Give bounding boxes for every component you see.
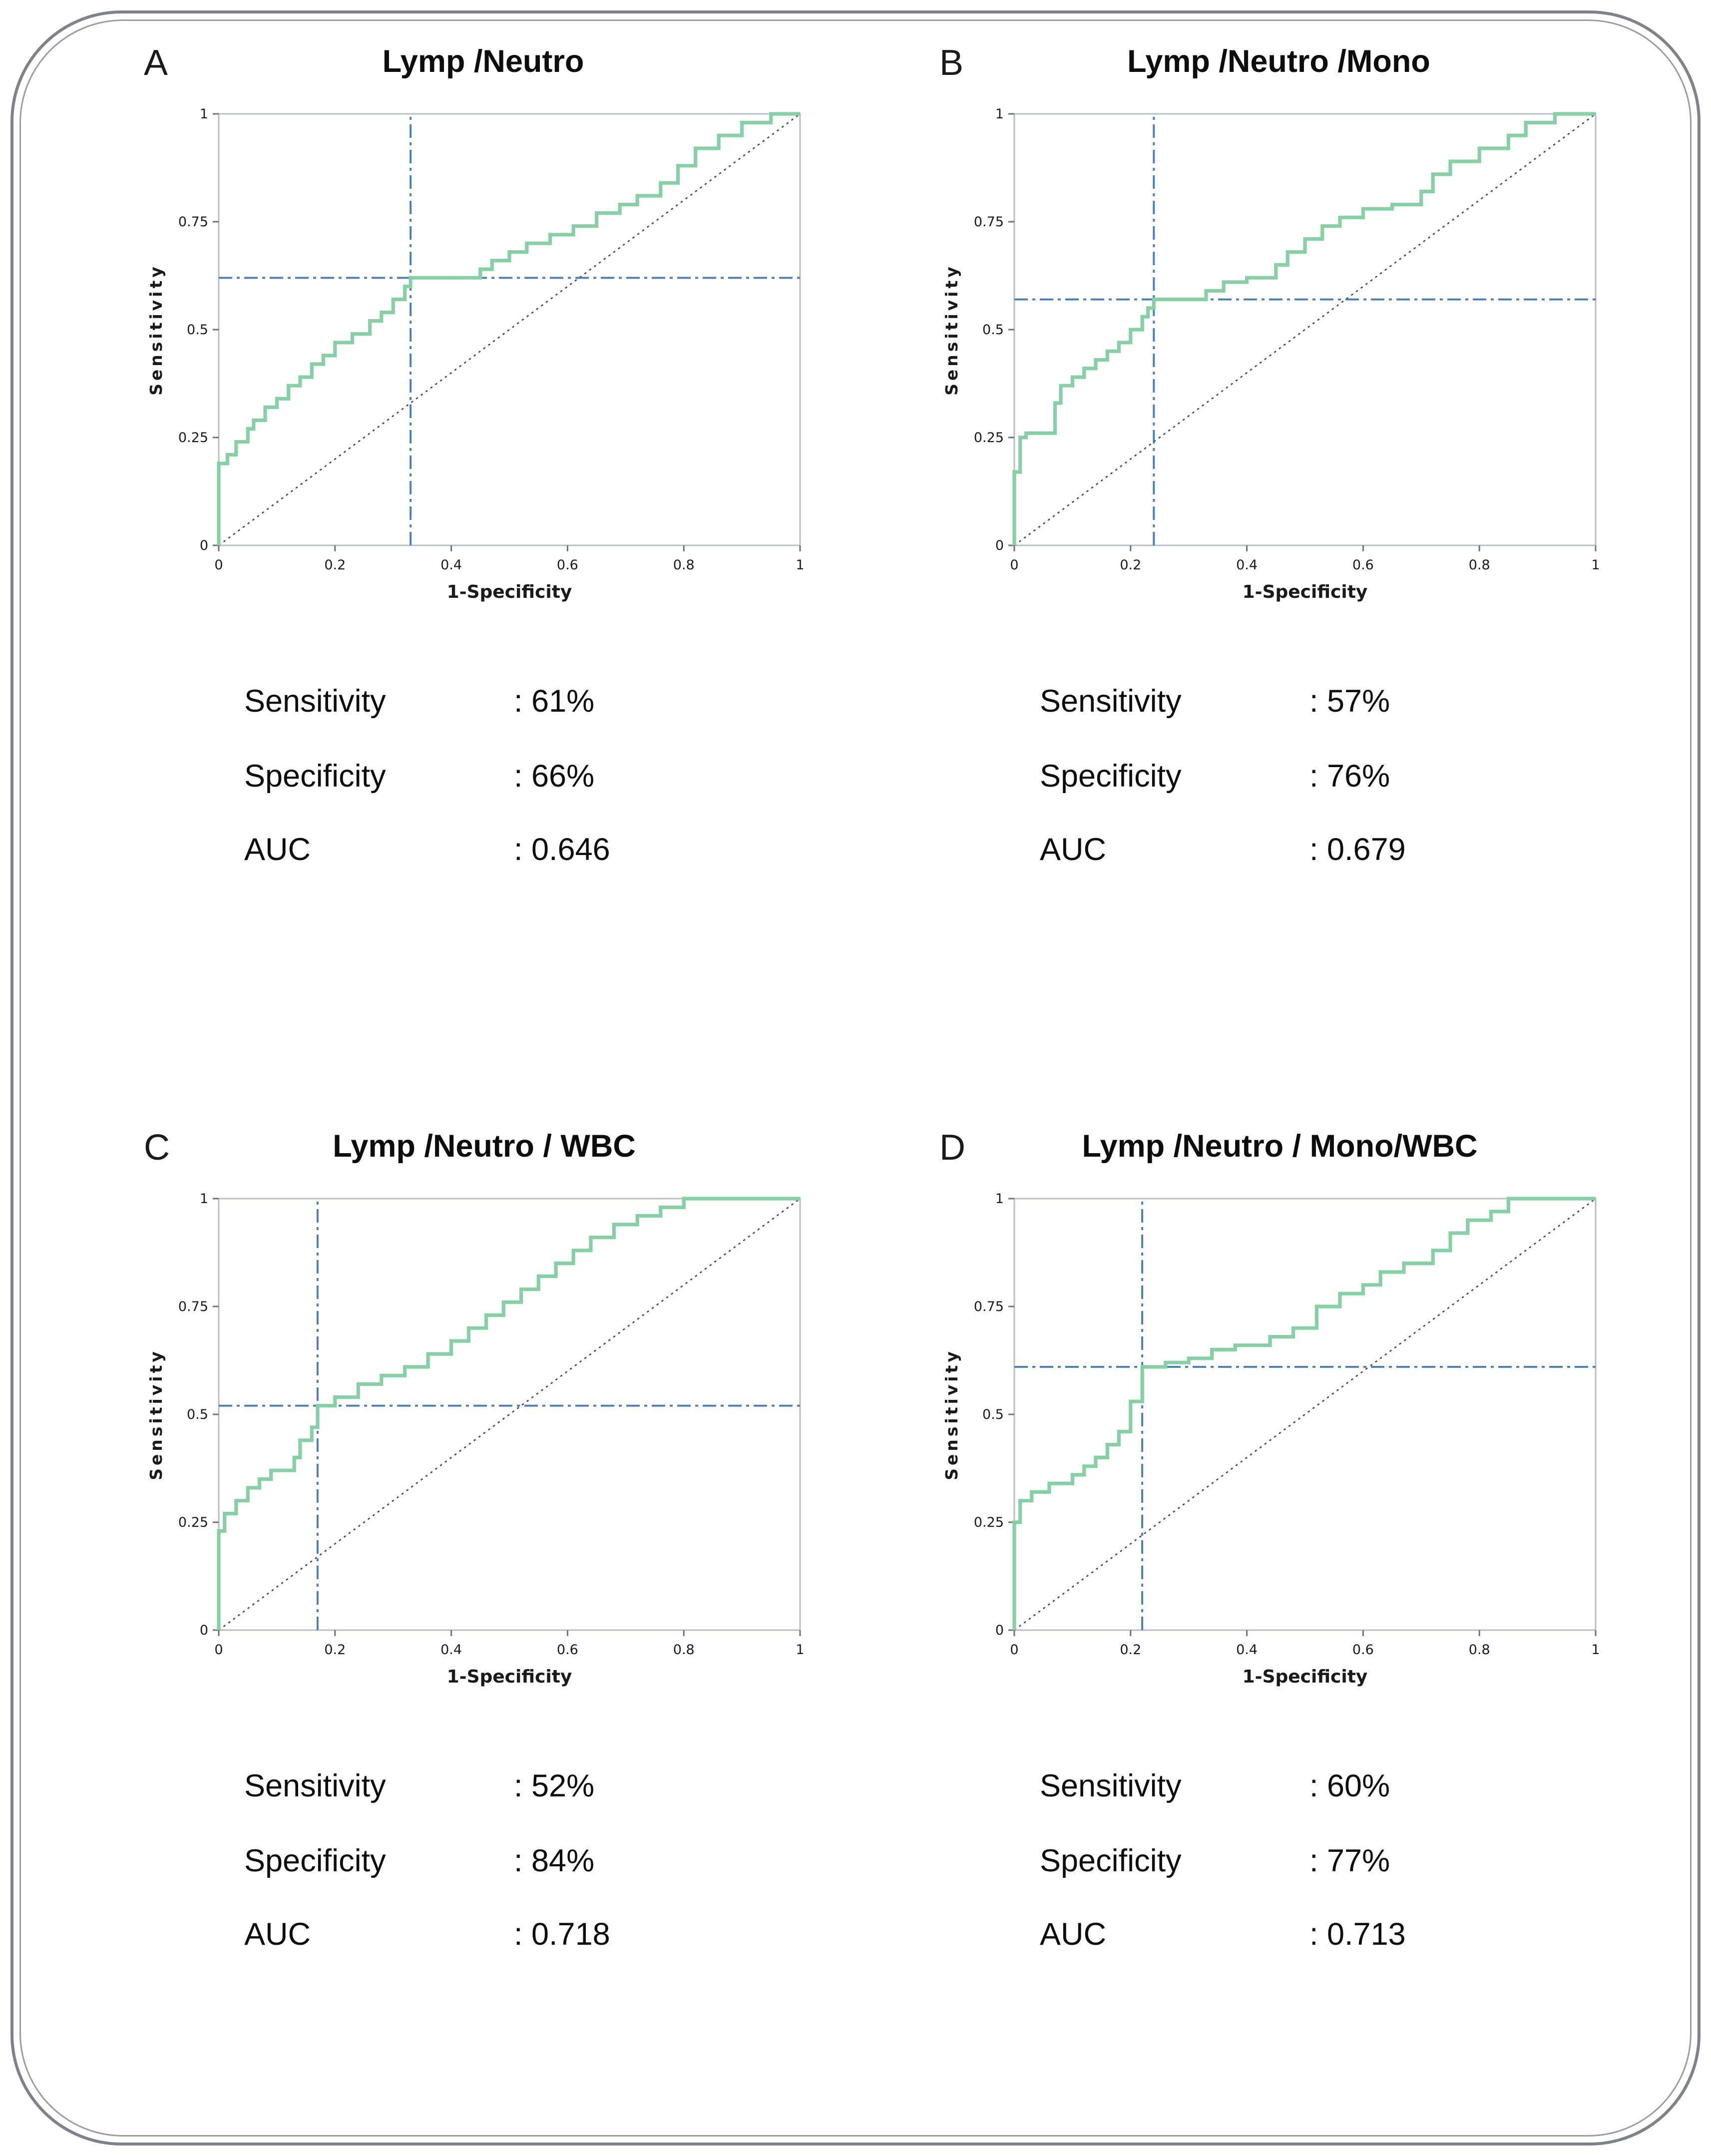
stat-row	[244, 1916, 858, 1954]
stat-value: : 84%	[514, 1843, 595, 1878]
panel-letter: A	[144, 43, 168, 84]
stat-value: : 0.718	[514, 1917, 610, 1952]
x-tick-label: 0.4	[1235, 1643, 1257, 1659]
x-axis-label: 1-Specificity	[446, 582, 571, 603]
x-tick-label: 1	[1590, 558, 1600, 574]
stat-value: : 66%	[514, 759, 595, 794]
x-tick-label: 1	[1590, 1643, 1600, 1659]
stat-row	[244, 758, 858, 796]
y-tick-label: 0.5	[186, 1407, 208, 1423]
stat-label: Sensitivity	[1040, 1770, 1182, 1805]
stat-label: Sensitivity	[1040, 685, 1182, 720]
stats-block	[1040, 1768, 1654, 1954]
stat-label: Specificity	[244, 759, 386, 794]
roc-chart-b	[918, 93, 1634, 639]
stat-row	[1040, 758, 1654, 796]
panel-b-header	[897, 45, 1654, 84]
stat-value: : 76%	[1309, 759, 1390, 794]
panel-d	[897, 1130, 1654, 1990]
y-axis-label: Sensitivity	[941, 1349, 961, 1481]
stat-value: : 52%	[514, 1770, 595, 1805]
x-tick-label: 0.2	[323, 1643, 345, 1659]
x-tick-label: 0.2	[1119, 558, 1141, 574]
y-axis-label: Sensitivity	[145, 264, 165, 397]
panel-letter: D	[939, 1128, 966, 1169]
y-tick-label: 0.25	[973, 1515, 1003, 1531]
stat-label: AUC	[1040, 833, 1107, 867]
y-tick-label: 1	[199, 1192, 208, 1208]
stat-value: : 57%	[1309, 685, 1390, 720]
panel-b	[897, 45, 1654, 905]
y-tick-label: 0.75	[177, 1299, 208, 1315]
roc-chart-a	[122, 93, 839, 639]
roc-chart-d	[918, 1178, 1634, 1724]
x-tick-label: 0.4	[439, 558, 461, 574]
y-tick-label: 1	[199, 107, 208, 123]
y-tick-label: 0.5	[981, 1407, 1003, 1423]
panel-title: Lymp /Neutro /Mono	[1127, 45, 1430, 79]
y-tick-label: 0.5	[186, 323, 208, 339]
panel-c	[102, 1130, 858, 1990]
stat-value: : 0.646	[514, 833, 610, 867]
x-tick-label: 0.8	[672, 558, 694, 574]
stat-label: Specificity	[1040, 759, 1182, 794]
stat-value: : 0.713	[1309, 1917, 1406, 1952]
stat-label: Specificity	[244, 1843, 386, 1878]
x-tick-label: 0	[213, 1643, 223, 1659]
panel-a-header	[102, 45, 858, 84]
panel-d-header	[897, 1130, 1654, 1169]
stat-row	[244, 684, 858, 722]
panel-letter: B	[939, 43, 964, 84]
stat-label: Sensitivity	[244, 1770, 386, 1805]
y-tick-label: 0.25	[973, 431, 1003, 446]
x-tick-label: 0	[1009, 1643, 1018, 1659]
x-tick-label: 1	[795, 1643, 804, 1659]
stat-label: Specificity	[1040, 1843, 1182, 1878]
x-tick-label: 0.8	[1468, 558, 1490, 574]
y-axis-label: Sensitivity	[145, 1349, 165, 1481]
stat-row	[1040, 1916, 1654, 1954]
x-axis-label: 1-Specificity	[1242, 1667, 1367, 1688]
y-tick-label: 0.5	[981, 323, 1003, 339]
stat-value: : 61%	[514, 685, 595, 720]
panel-a	[102, 45, 858, 905]
stat-value: : 60%	[1309, 1770, 1390, 1805]
x-tick-label: 0.4	[1235, 558, 1257, 574]
panel-title: Lymp /Neutro	[382, 45, 584, 79]
y-tick-label: 0	[199, 538, 208, 554]
stat-value: : 0.679	[1309, 833, 1406, 867]
y-tick-label: 0.75	[973, 215, 1003, 231]
figure-content	[102, 45, 1654, 1990]
panel-letter: C	[144, 1128, 170, 1169]
stat-row	[244, 1768, 858, 1806]
y-tick-label: 0.75	[973, 1299, 1003, 1315]
stat-row	[1040, 1768, 1654, 1806]
stat-label: AUC	[1040, 1917, 1107, 1952]
stat-label: AUC	[244, 833, 311, 867]
stat-row	[1040, 684, 1654, 722]
roc-chart-c	[122, 1178, 839, 1724]
stat-value: : 77%	[1309, 1843, 1390, 1878]
x-axis-label: 1-Specificity	[446, 1667, 571, 1688]
x-tick-label: 1	[795, 558, 804, 574]
x-tick-label: 0.6	[556, 558, 578, 574]
x-tick-label: 0.2	[1119, 1643, 1141, 1659]
x-tick-label: 0	[1009, 558, 1018, 574]
stat-row	[1040, 1842, 1654, 1880]
stats-block	[244, 1768, 858, 1954]
stat-row	[1040, 831, 1654, 869]
y-tick-label: 1	[994, 107, 1003, 123]
x-tick-label: 0.8	[672, 1643, 694, 1659]
y-axis-label: Sensitivity	[941, 264, 961, 397]
stat-label: Sensitivity	[244, 685, 386, 720]
stats-block	[244, 684, 858, 869]
y-tick-label: 0.25	[177, 431, 208, 446]
stats-block	[1040, 684, 1654, 869]
x-tick-label: 0.6	[556, 1643, 578, 1659]
x-tick-label: 0.4	[439, 1643, 461, 1659]
panel-title: Lymp /Neutro / Mono/WBC	[1082, 1129, 1478, 1164]
panel-title: Lymp /Neutro / WBC	[333, 1129, 636, 1164]
panel-c-header	[102, 1130, 858, 1169]
x-tick-label: 0.2	[323, 558, 345, 574]
y-tick-label: 0.75	[177, 215, 208, 231]
x-tick-label: 0	[213, 558, 223, 574]
stat-row	[244, 831, 858, 869]
x-tick-label: 0.6	[1351, 558, 1373, 574]
stat-label: AUC	[244, 1917, 311, 1952]
y-tick-label: 0.25	[177, 1515, 208, 1531]
y-tick-label: 0	[994, 538, 1003, 554]
y-tick-label: 1	[994, 1192, 1003, 1208]
y-tick-label: 0	[994, 1623, 1003, 1639]
y-tick-label: 0	[199, 1623, 208, 1639]
x-axis-label: 1-Specificity	[1242, 582, 1367, 603]
x-tick-label: 0.6	[1351, 1643, 1373, 1659]
stat-row	[244, 1842, 858, 1880]
x-tick-label: 0.8	[1468, 1643, 1490, 1659]
